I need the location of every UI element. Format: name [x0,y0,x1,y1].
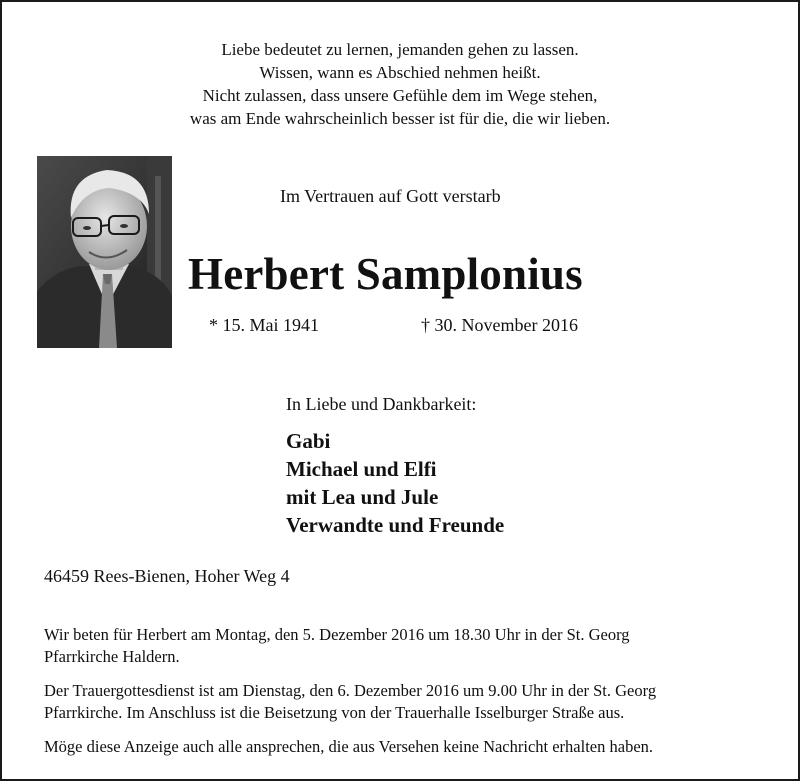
closing-notice [44,736,764,758]
announcement-intro: Im Vertrauen auf Gott verstarb [280,186,501,206]
family-names [286,427,504,539]
family-intro: In Liebe und Dankbarkeit: [286,394,477,414]
notice-line: Pfarrkirche. Im Anschluss ist die Beisetzung von der Trauerhalle Isselburger Straße aus. [44,703,625,722]
poem-line: Wissen, wann es Abschied nehmen heißt. [259,63,541,82]
poem [0,38,800,130]
notice-line: Der Trauergottesdienst ist am Dienstag, den 6. Dezember 2016 um 9.00 Uhr in der St. Georg [44,681,657,700]
funeral-service-notice [44,680,764,724]
family-name: mit Lea und Jule [286,485,439,509]
family-name: Verwandte und Freunde [286,513,505,537]
portrait-icon [37,156,172,348]
death-date: † 30. November 2016 [421,315,578,335]
prayer-notice [44,624,764,668]
poem-line: was am Ende wahrscheinlich besser ist für die, die wir lieben. [189,109,611,128]
family-name: Michael und Elfi [286,457,437,481]
portrait-photo [37,156,172,348]
poem-line: Liebe bedeutet zu lernen, jemanden gehen zu lassen. [221,40,579,59]
notice-line: Wir beten für Herbert am Montag, den 5. Dezember 2016 um 18.30 Uhr in der St. Georg [44,625,630,644]
family-name: Gabi [286,429,331,453]
notice-line: Möge diese Anzeige auch alle ansprechen, die aus Versehen keine Nachricht erhalten haben. [44,737,654,756]
notice-line: Pfarrkirche Haldern. [44,647,180,666]
deceased-name: Herbert Samplonius [188,249,583,299]
birth-date: * 15. Mai 1941 [209,315,319,335]
address: 46459 Rees-Bienen, Hoher Weg 4 [44,566,290,586]
poem-line: Nicht zulassen, dass unsere Gefühle dem im Wege stehen, [202,86,598,105]
